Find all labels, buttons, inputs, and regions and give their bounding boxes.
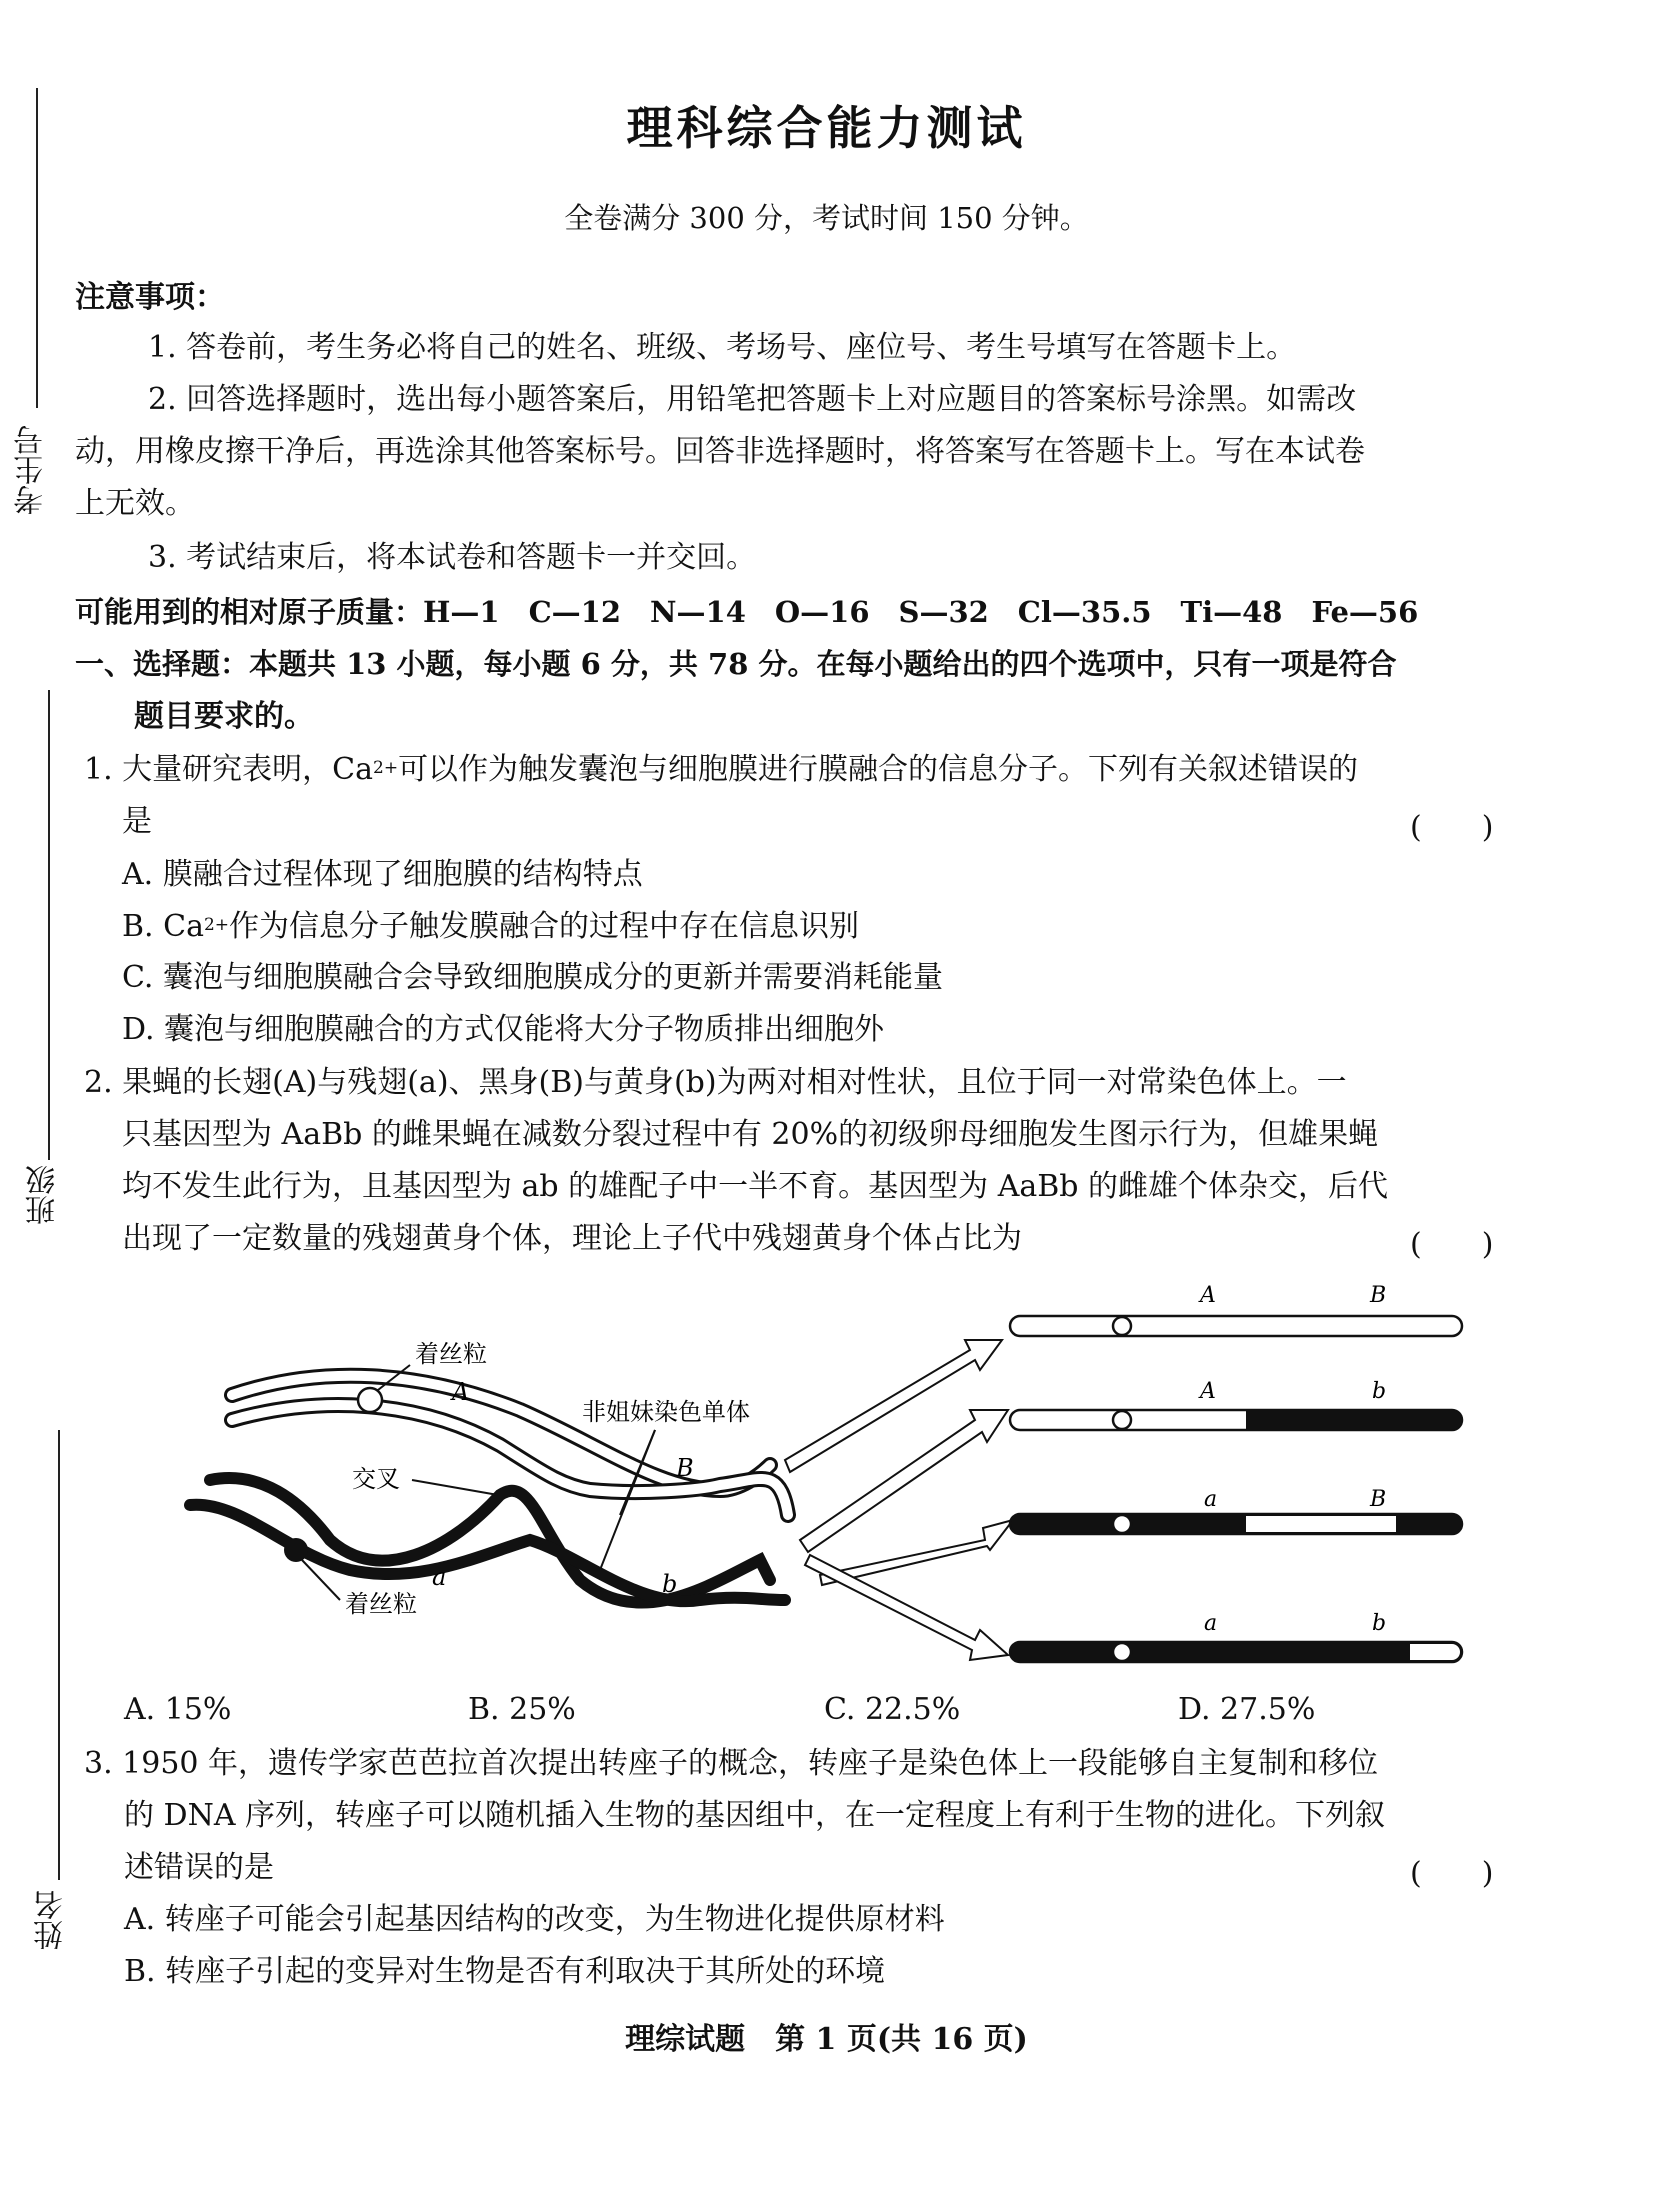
q1-stem-line-2: 是	[122, 804, 152, 839]
result-3-gene-a: a	[1204, 1487, 1218, 1512]
q3-stem-line-2: 的 DNA 序列，转座子可以随机插入生物的基因组中，在一定程度上有利于生物的进化。下列叙	[124, 1798, 1386, 1833]
q2-stem-line-3: 均不发生此行为，且基因型为 ab 的雄配子中一半不育。基因型为 AaBb 的雌雄个体杂交，后代	[122, 1169, 1389, 1204]
atomic-mass: 可能用到的相对原子质量：H—1 C—12 N—14 O—16 S—32 Cl—35.5 Ti—48 Fe—56	[75, 595, 1419, 629]
arrows	[785, 1340, 1013, 1660]
page-title: 理科综合能力测试	[626, 101, 1027, 155]
q1-option-b: B. $Ca^{2+}$作为信息分子触发膜融合的过程中存在信息识别	[122, 909, 860, 944]
section-1-line-2: 题目要求的。	[134, 699, 314, 734]
q2-stem-line-2: 只基因型为 AaBb 的雌果蝇在减数分裂过程中有 20%的初级卵母细胞发生图示行为，但雄果蝇	[122, 1117, 1379, 1152]
q3-option-b: B. 转座子引起的变异对生物是否有利取决于其所处的环境	[124, 1954, 886, 1989]
crossover-pointer	[412, 1480, 498, 1495]
q1-answer-paren: ( )	[1410, 810, 1494, 845]
class-label: 班级	[26, 1165, 61, 1225]
notice-item-2-line-1: 2. 回答选择题时，选出每小题答案后，用铅笔把答题卡上对应题目的答案标号涂黑。如需改	[148, 382, 1357, 417]
result-2-gene-b: b	[1372, 1379, 1387, 1404]
q3-option-a: A. 转座子可能会引起基因结构的改变，为生物进化提供原材料	[124, 1902, 945, 1937]
centromere-bottom	[284, 1538, 308, 1562]
result-4-gene-b: b	[1372, 1611, 1387, 1636]
notice-item-2-line-3: 上无效。	[75, 486, 195, 521]
centromere-top	[358, 1388, 382, 1412]
chromatid-Ab	[1010, 1410, 1462, 1430]
notice-item-3: 3. 考试结束后，将本试卷和答题卡一并交回。	[148, 540, 757, 575]
diagram-gene-a: a	[432, 1563, 447, 1591]
diagram-label-nonsister: 非姐妹染色单体	[582, 1398, 750, 1426]
diagram-label-centromere-top: 着丝粒	[415, 1340, 487, 1368]
result-1-gene-B: B	[1370, 1283, 1387, 1308]
q2-option-b: B. 25%	[468, 1692, 576, 1727]
q1-option-d: D. 囊泡与细胞膜融合的方式仅能将大分子物质排出细胞外	[122, 1012, 885, 1047]
q3-stem-line-1: 3. 1950 年，遗传学家芭芭拉首次提出转座子的概念，转座子是染色体上一段能够自主复制和移位	[84, 1746, 1379, 1781]
diagram-gene-A: A	[452, 1378, 470, 1406]
result-1-gene-A: A	[1200, 1283, 1216, 1308]
notice-item-2-line-2: 动，用橡皮擦干净后，再选涂其他答案标号。回答非选择题时，将答案写在答题卡上。写在本试卷	[75, 434, 1365, 469]
chromatid-aB	[1010, 1514, 1462, 1534]
result-3-gene-B: B	[1370, 1487, 1387, 1512]
q1-option-c: C. 囊泡与细胞膜融合会导致细胞膜成分的更新并需要消耗能量	[122, 960, 943, 995]
name-label: 姓名	[34, 1890, 69, 1950]
q2-stem-line-4: 出现了一定数量的残翅黄身个体，理论上子代中残翅黄身个体占比为	[122, 1221, 1022, 1256]
student-no-label: 考生号	[14, 425, 49, 515]
section-1-line-1: 一、选择题：本题共 13 小题，每小题 6 分，共 78 分。在每小题给出的四个选项中，只有一项是符合	[75, 647, 1397, 681]
diagram-label-crossover: 交叉	[352, 1465, 400, 1493]
q1-stem-line-1: 1. 大量研究表明，$Ca^{2+}$可以作为触发囊泡与细胞膜进行膜融合的信息分子。下列有关叙述错误的	[84, 752, 1359, 787]
diagram-gene-b: b	[662, 1570, 678, 1598]
q2-option-a: A. 15%	[124, 1692, 232, 1727]
q2-answer-paren: ( )	[1410, 1227, 1494, 1262]
q2-stem-line-1: 2. 果蝇的长翅(A)与残翅(a)、黑身(B)与黄身(b)为两对相对性状，且位于同一对常染色体上。一	[84, 1065, 1347, 1100]
result-2-gene-A: A	[1200, 1379, 1216, 1404]
result-4-gene-a: a	[1204, 1611, 1218, 1636]
q2-option-d: D. 27.5%	[1178, 1692, 1316, 1727]
chromatid-AB	[1010, 1316, 1462, 1336]
page-footer: 理综试题 第 1 页(共 16 页)	[625, 2022, 1028, 2057]
diagram-gene-B: B	[676, 1454, 694, 1482]
q3-stem-line-3: 述错误的是	[124, 1850, 274, 1885]
page-subtitle: 全卷满分 300 分，考试时间 150 分钟。	[564, 201, 1089, 235]
q2-option-c: C. 22.5%	[824, 1692, 961, 1727]
q1-option-a: A. 膜融合过程体现了细胞膜的结构特点	[122, 857, 643, 892]
diagram-label-centromere-bottom: 着丝粒	[345, 1590, 417, 1618]
q3-answer-paren: ( )	[1410, 1856, 1494, 1891]
notice-heading: 注意事项：	[75, 280, 225, 315]
notice-item-1: 1. 答卷前，考生务必将自己的姓名、班级、考场号、座位号、考生号填写在答题卡上。	[148, 330, 1297, 365]
chromatid-ab	[1010, 1642, 1462, 1662]
